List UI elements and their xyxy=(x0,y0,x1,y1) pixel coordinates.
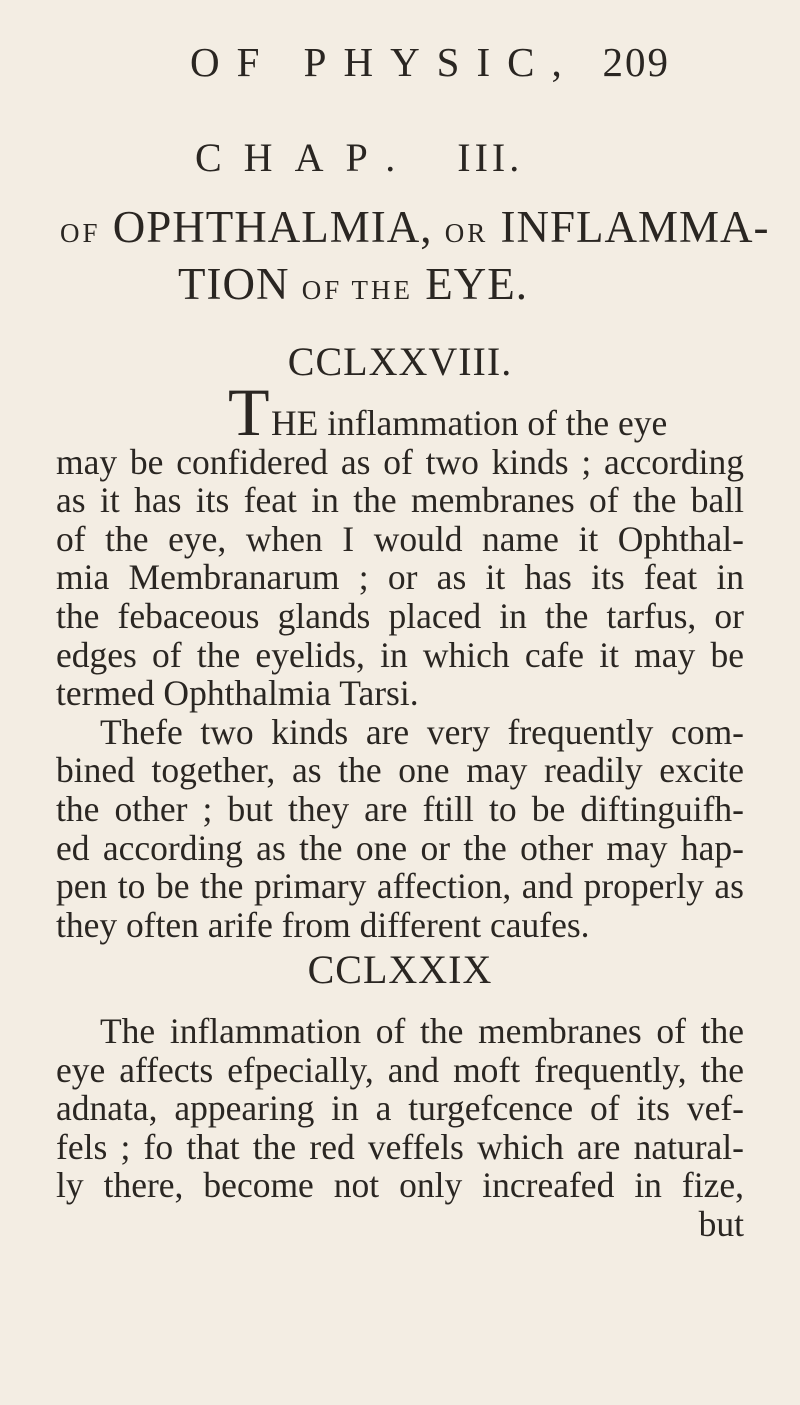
text-line: The inflammation of the membranes of the xyxy=(100,1011,744,1051)
section-number-1: CCLXXVIII. xyxy=(287,339,513,384)
running-head xyxy=(190,38,670,88)
catchword: but xyxy=(698,1203,744,1244)
text-line: of the eye, when I would name it Ophthal- xyxy=(56,518,744,559)
chapter-number: III. xyxy=(457,135,524,180)
text-line: ly there, become not only increafed in fize, xyxy=(56,1165,744,1206)
text-line: edges of the eyelids, in which cafe it may be xyxy=(56,634,744,675)
text-line: fels ; fo that the red veffels which are natural- xyxy=(56,1126,744,1167)
text-line: the other ; but they are ftill to be diftinguifh- xyxy=(56,788,744,829)
text-line: termed Ophthalmia Tarsi. xyxy=(56,673,419,714)
text-line: they often arife from different caufes. xyxy=(56,904,590,945)
text-line: Thefe two kinds are very frequently com- xyxy=(100,711,744,752)
text-line: T HE inflammation of the eye xyxy=(228,374,668,450)
text-line: the febaceous glands placed in the tarfus, or xyxy=(56,595,744,636)
title-inflamma: INFLAMMA- xyxy=(500,202,770,252)
text-line: ed according as the one or the other may hap- xyxy=(56,827,744,868)
chapter-title xyxy=(60,202,770,316)
text-line: may be confidered as of two kinds ; according xyxy=(56,441,744,482)
chapter-label: CHAP. xyxy=(195,135,418,180)
text-line: mia Membranarum ; or as it has its feat in xyxy=(56,557,744,598)
section-number-2: CCLXXIX xyxy=(307,947,493,992)
chapter-title-line-1 xyxy=(60,202,770,259)
title-of: OF xyxy=(60,218,101,248)
section-2-text xyxy=(56,1012,744,1244)
text-line: as it has its feat in the membranes of the ball xyxy=(56,480,744,521)
running-head-title: OF PHYSIC, xyxy=(190,39,579,85)
title-ophthalmia: OPHTHALMIA, xyxy=(112,202,433,252)
drop-cap: T xyxy=(228,374,270,450)
section-1-text xyxy=(56,374,744,945)
chapter-heading xyxy=(195,134,523,181)
text-line: eye affects efpecially, and moft frequently, the xyxy=(56,1049,744,1090)
text-line: pen to be the primary affection, and properly as xyxy=(56,866,744,907)
title-of-the: OF THE xyxy=(301,275,413,305)
title-eye: EYE. xyxy=(425,259,528,309)
text-line: bined together, as the one may readily excite xyxy=(56,750,744,791)
text-line: adnata, appearing in a turgefcence of its vef- xyxy=(56,1088,744,1129)
chapter-title-line-2 xyxy=(60,259,740,316)
title-or: OR xyxy=(444,218,489,248)
page-number: 209 xyxy=(602,39,670,85)
title-tion: TION xyxy=(178,259,290,309)
